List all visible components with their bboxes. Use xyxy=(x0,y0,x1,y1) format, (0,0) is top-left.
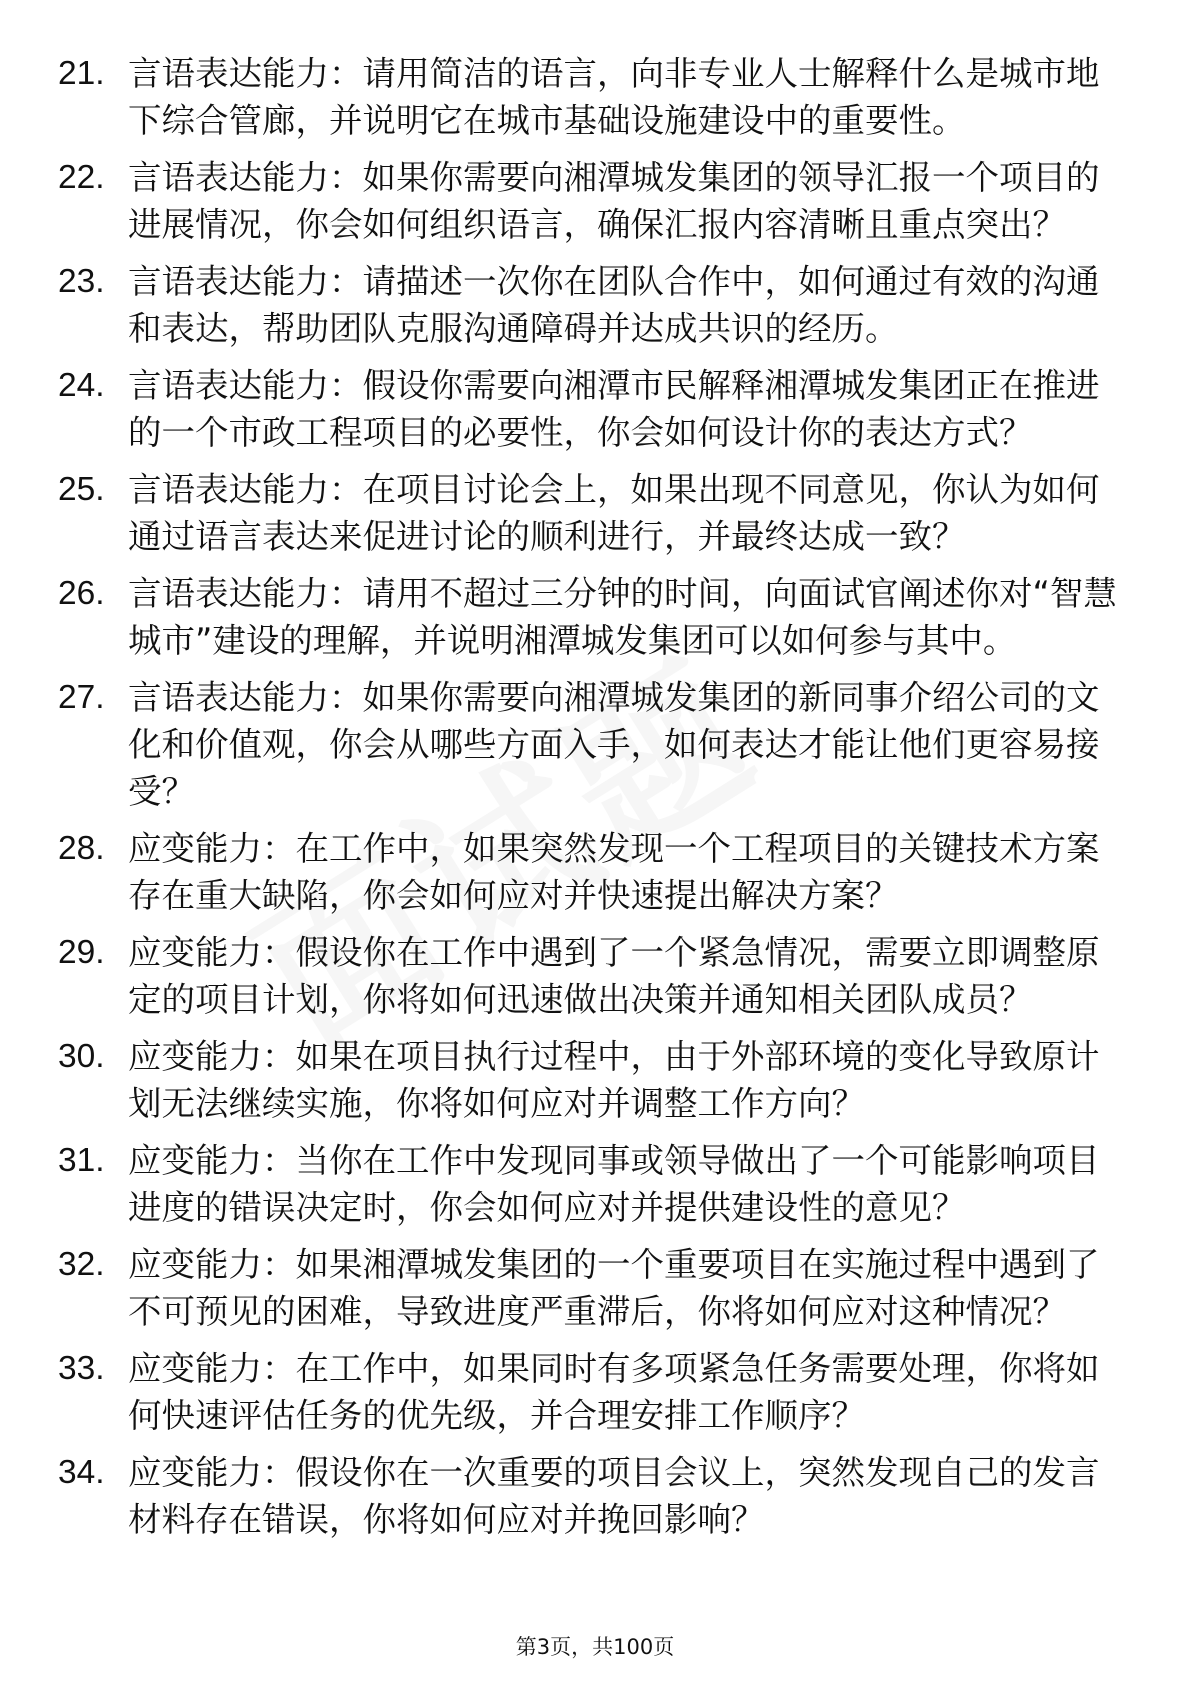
question-item xyxy=(58,1241,1118,1335)
question-number: 28. xyxy=(58,830,105,867)
question-item xyxy=(58,1033,1118,1127)
question-text: 应变能力：假设你在一次重要的项目会议上，突然发现自己的发言材料存在错误，你将如何应对并挽回影响？ xyxy=(128,1453,1100,1539)
question-number: 31. xyxy=(58,1142,105,1179)
question-item xyxy=(58,825,1118,919)
question-text: 应变能力：在工作中，如果突然发现一个工程项目的关键技术方案存在重大缺陷，你会如何应对并快速提出解决方案？ xyxy=(128,829,1100,915)
question-text: 应变能力：当你在工作中发现同事或领导做出了一个可能影响项目进度的错误决定时，你会如何应对并提供建设性的意见？ xyxy=(128,1141,1100,1227)
question-item xyxy=(58,674,1118,815)
question-item xyxy=(58,154,1118,248)
question-number: 34. xyxy=(58,1454,105,1491)
question-number: 21. xyxy=(58,55,105,92)
question-item xyxy=(58,570,1118,664)
question-text: 言语表达能力：如果你需要向湘潭城发集团的领导汇报一个项目的进展情况，你会如何组织语言，确保汇报内容清晰且重点突出？ xyxy=(128,158,1100,244)
question-number: 22. xyxy=(58,159,105,196)
question-number: 29. xyxy=(58,934,105,971)
question-item xyxy=(58,1449,1118,1543)
question-text: 应变能力：在工作中，如果同时有多项紧急任务需要处理，你将如何快速评估任务的优先级，并合理安排工作顺序？ xyxy=(128,1349,1100,1435)
question-item xyxy=(58,258,1118,352)
question-number: 32. xyxy=(58,1246,105,1283)
question-item xyxy=(58,929,1118,1023)
question-number: 30. xyxy=(58,1038,105,1075)
question-item xyxy=(58,1345,1118,1439)
question-text: 应变能力：如果湘潭城发集团的一个重要项目在实施过程中遇到了不可预见的困难，导致进度严重滞后，你将如何应对这种情况？ xyxy=(128,1245,1100,1331)
question-item xyxy=(58,466,1118,560)
question-text: 应变能力：如果在项目执行过程中，由于外部环境的变化导致原计划无法继续实施，你将如何应对并调整工作方向？ xyxy=(128,1037,1100,1123)
question-item xyxy=(58,362,1118,456)
question-text: 言语表达能力：如果你需要向湘潭城发集团的新同事介绍公司的文化和价值观，你会从哪些方面入手，如何表达才能让他们更容易接受？ xyxy=(128,678,1100,811)
question-number: 27. xyxy=(58,679,105,716)
question-list xyxy=(58,50,1118,1553)
question-number: 33. xyxy=(58,1350,105,1387)
question-number: 26. xyxy=(58,575,105,612)
question-text: 应变能力：假设你在工作中遇到了一个紧急情况，需要立即调整原定的项目计划，你将如何迅速做出决策并通知相关团队成员？ xyxy=(128,933,1100,1019)
question-number: 23. xyxy=(58,263,105,300)
question-text: 言语表达能力：假设你需要向湘潭市民解释湘潭城发集团正在推进的一个市政工程项目的必要性，你会如何设计你的表达方式？ xyxy=(128,366,1100,452)
question-text: 言语表达能力：请用不超过三分钟的时间，向面试官阐述你对“智慧城市”建设的理解，并说明湘潭城发集团可以如何参与其中。 xyxy=(128,574,1117,660)
question-number: 24. xyxy=(58,367,105,404)
question-text: 言语表达能力：请用简洁的语言，向非专业人士解释什么是城市地下综合管廊，并说明它在城市基础设施建设中的重要性。 xyxy=(128,54,1100,140)
question-text: 言语表达能力：请描述一次你在团队合作中，如何通过有效的沟通和表达，帮助团队克服沟通障碍并达成共识的经历。 xyxy=(128,262,1100,348)
question-item xyxy=(58,50,1118,144)
question-item xyxy=(58,1137,1118,1231)
question-number: 25. xyxy=(58,471,105,508)
page-footer: 第3页，共100页 xyxy=(515,1635,675,1659)
question-text: 言语表达能力：在项目讨论会上，如果出现不同意见，你认为如何通过语言表达来促进讨论的顺利进行，并最终达成一致？ xyxy=(128,470,1100,556)
